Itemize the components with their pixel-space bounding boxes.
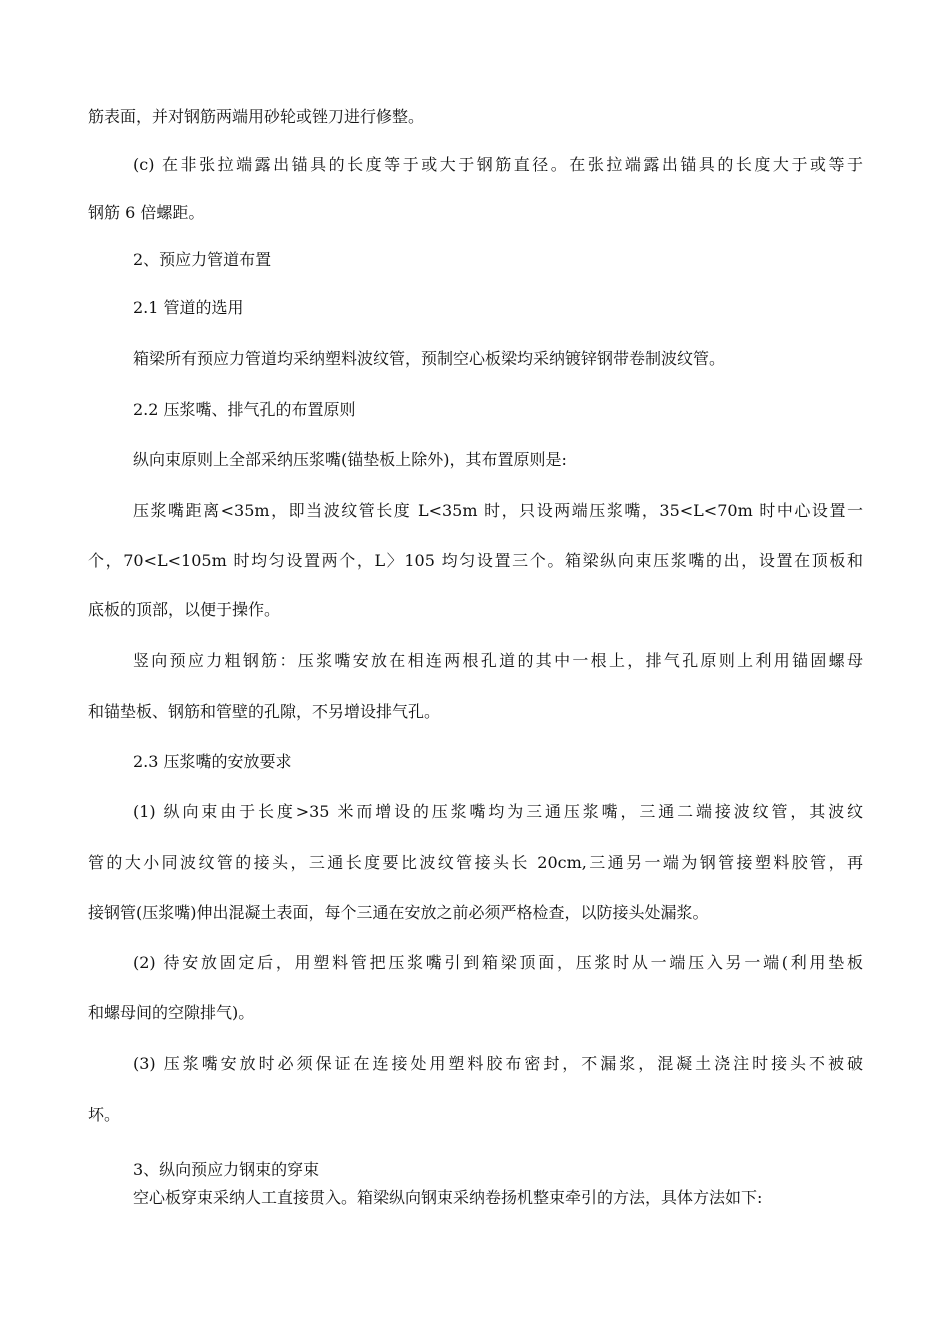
text-line: 筋表面，并对钢筋两端用砂轮或锉刀进行修整。	[88, 107, 425, 126]
text-line: (c) 在非张拉端露出锚具的长度等于或大于钢筋直径。在张拉端露出锚具的长度大于或等于	[133, 155, 863, 174]
text-line: 压浆嘴距离<35m，即当波纹管长度 L<35m 时，只设两端压浆嘴，35<L<70m 时中心设置一	[133, 501, 863, 520]
text-line: 和螺母间的空隙排气)。	[88, 1003, 255, 1022]
text-line: (2) 待安放固定后，用塑料管把压浆嘴引到箱梁顶面，压浆时从一端压入另一端(利用垫板	[133, 953, 863, 972]
text-line: 空心板穿束采纳人工直接贯入。箱梁纵向钢束采纳卷扬机整束牵引的方法，具体方法如下:	[133, 1188, 763, 1207]
text-line: 管的大小同波纹管的接头，三通长度要比波纹管接头长 20cm,三通另一端为钢管接塑料胶管，再	[88, 853, 863, 872]
text-line: 接钢管(压浆嘴)伸出混凝土表面，每个三通在安放之前必须严格检查，以防接头处漏浆。	[88, 903, 709, 922]
section-heading: 3、纵向预应力钢束的穿束	[133, 1160, 320, 1179]
subsection-heading: 2.3 压浆嘴的安放要求	[133, 752, 292, 771]
text-line: 箱梁所有预应力管道均采纳塑料波纹管，预制空心板梁均采纳镀锌钢带卷制波纹管。	[133, 349, 726, 368]
text-line: 竖向预应力粗钢筋：压浆嘴安放在相连两根孔道的其中一根上，排气孔原则上利用锚固螺母	[133, 651, 863, 670]
text-line: (1) 纵向束由于长度>35 米而增设的压浆嘴均为三通压浆嘴，三通二端接波纹管，其波纹	[133, 802, 863, 821]
text-line: 和锚垫板、钢筋和管壁的孔隙，不另增设排气孔。	[88, 702, 441, 721]
text-line: 底板的顶部，以便于操作。	[88, 600, 281, 619]
subsection-heading: 2.2 压浆嘴、排气孔的布置原则	[133, 400, 356, 419]
text-line: (3) 压浆嘴安放时必须保证在连接处用塑料胶布密封，不漏浆，混凝土浇注时接头不被破	[133, 1054, 863, 1073]
text-line: 个，70<L<105m 时均匀设置两个，L〉105 均匀设置三个。箱梁纵向束压浆嘴的出，设置在顶板和	[88, 551, 863, 570]
text-line: 纵向束原则上全部采纳压浆嘴(锚垫板上除外)，其布置原则是:	[133, 450, 567, 469]
text-line: 坏。	[88, 1105, 121, 1124]
subsection-heading: 2.1 管道的选用	[133, 298, 244, 317]
text-line: 钢筋 6 倍螺距。	[88, 203, 205, 222]
section-heading: 2、预应力管道布置	[133, 250, 272, 269]
